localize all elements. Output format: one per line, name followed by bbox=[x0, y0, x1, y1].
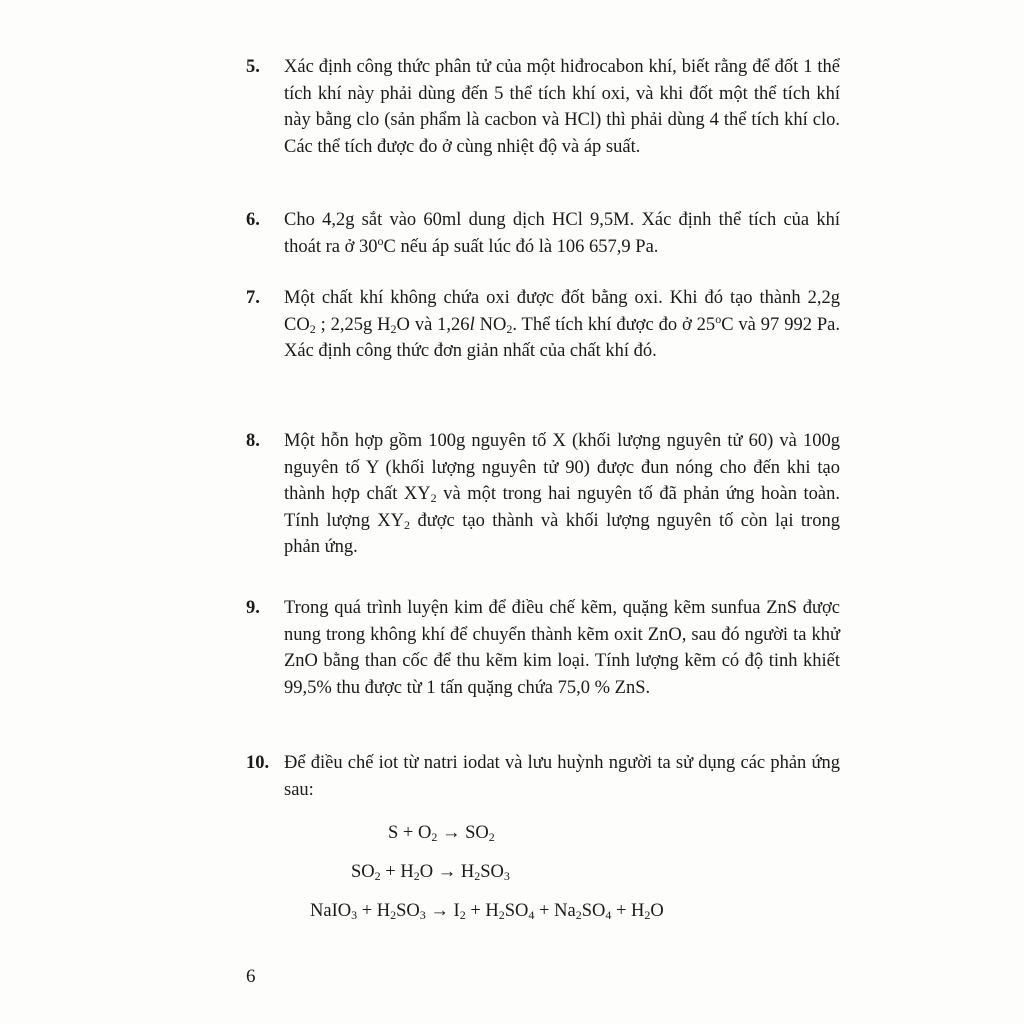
problem-7 bbox=[246, 285, 846, 365]
problem-number: 10. bbox=[246, 753, 270, 773]
problem-number: 8. bbox=[246, 431, 260, 451]
problem-number: 5. bbox=[246, 57, 260, 77]
problem-5 bbox=[246, 54, 846, 160]
problem-number: 6. bbox=[246, 210, 260, 230]
problem-6 bbox=[246, 207, 846, 260]
problem-text: Một chất khí không chứa oxi được đốt bằng oxi. Khi đó tạo thành 2,2g $CO_2$ ; 2,25g $H_2O$ và 1,26l $NO_2$. Thể tích khí được đo ở 25$^o$C và 97 992 Pa. Xác định công thức đơn giản nhất của chất khí đó. bbox=[284, 288, 840, 361]
equation-1: $S + O_2 \to SO_2$ bbox=[388, 823, 495, 844]
page-number: 6 bbox=[246, 966, 256, 987]
problem-text: Cho 4,2g sắt vào 60ml dung dịch HCl 9,5M. Xác định thể tích của khí thoát ra ở 30$^o$C nếu áp suất lúc đó là 106 657,9 Pa. bbox=[284, 210, 840, 257]
problem-number: 7. bbox=[246, 288, 260, 308]
equation-2: $SO_2 + H_2O \to H_2SO_3$ bbox=[351, 862, 510, 883]
problem-number: 9. bbox=[246, 598, 260, 618]
problem-text: Trong quá trình luyện kim để điều chế kẽm, quặng kẽm sunfua ZnS được nung trong không khí để chuyển thành kẽm oxit ZnO, sau đó người ta khử ZnO bằng than cốc để thu kẽm kim loại. Tính lượng kẽm có độ tinh khiết 99,5% thu được từ 1 tấn quặng chứa 75,0 % ZnS. bbox=[284, 598, 840, 698]
problem-9 bbox=[246, 595, 846, 701]
equation-3: NaIO$_3$ + $H_2SO_3 \to I_2 + H_2SO_4 + Na_2SO_4 + H_2O$ bbox=[310, 901, 664, 922]
problem-10 bbox=[246, 750, 846, 803]
problem-text: Xác định công thức phân tử của một hiđrocabon khí, biết rằng để đốt 1 thể tích khí này phải dùng đến 5 thể tích khí oxi, và khi đốt một thể tích khí này bằng clo (sản phẩm là cacbon và HCl) thì phải dùng 4 thể tích khí clo. Các thể tích được đo ở cùng nhiệt độ và áp suất. bbox=[284, 57, 840, 157]
problem-text: Một hỗn hợp gồm 100g nguyên tố X (khối lượng nguyên tử 60) và 100g nguyên tố Y (khối lượng nguyên tử 90) được đun nóng cho đến khi tạo thành hợp chất $XY_2$ và một trong hai nguyên tố đã phản ứng hoàn toàn. Tính lượng $XY_2$ được tạo thành và khối lượng nguyên tố còn lại trong phản ứng. bbox=[284, 431, 840, 557]
problem-text: Để điều chế iot từ natri iodat và lưu huỳnh người ta sử dụng các phản ứng sau: bbox=[284, 753, 840, 800]
problem-8 bbox=[246, 428, 846, 561]
